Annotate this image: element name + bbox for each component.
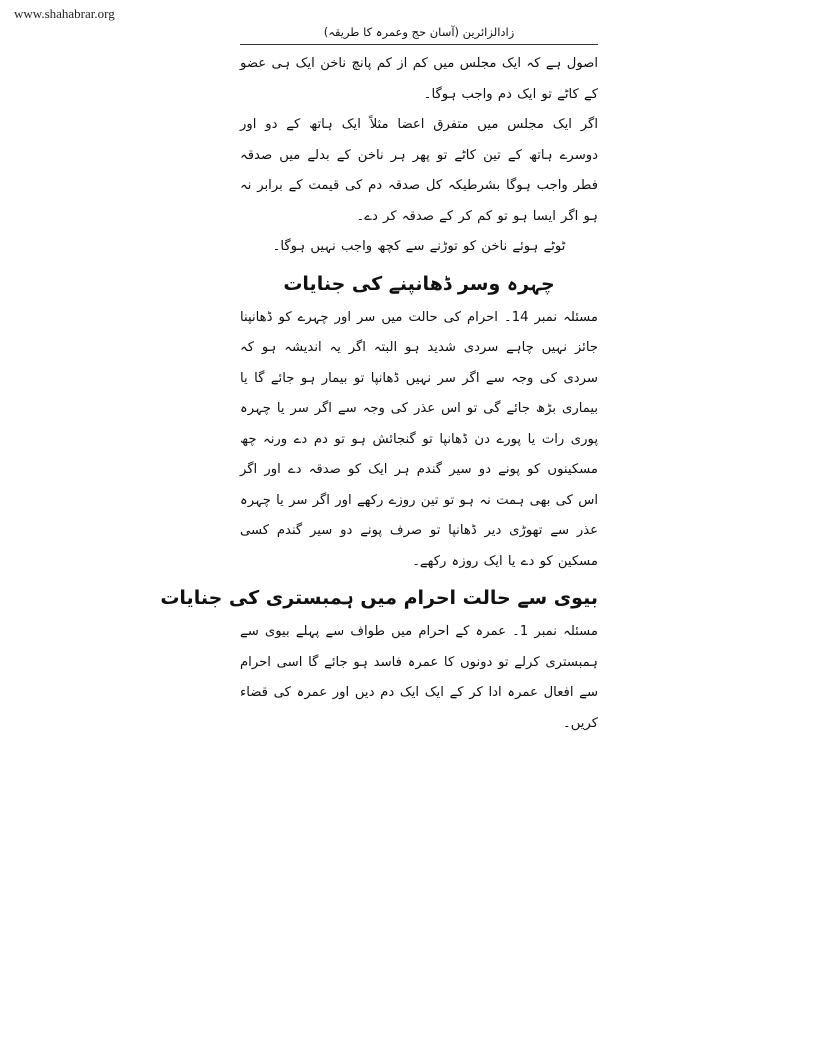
heading-intercourse-ihram: بیوی سے حالت احرام میں ہمبستری کی جنایات xyxy=(160,587,598,609)
paragraph-broken-nail: ٹوٹے ہوئے ناخن کو توڑنے سے کچھ واجب نہیں ہوگا۔ xyxy=(272,239,566,254)
paragraph-separate-limbs: اگر ایک مجلس میں متفرق اعضا مثلاً ایک ہاتھ کے دو اور دوسرے ہاتھ کے تین کاٹے تو پھر ہر ناخن کے بدلے میں صدقہ فطر واجب ہوگا بشرطیکہ کل صدقہ دم کی قیمت کے برابر نہ ہو اگر ایسا ہو تو کم کر کے صدقہ کر دے۔ xyxy=(240,117,598,224)
book-page xyxy=(160,24,598,731)
paragraph-nail-rule: اصول ہے کہ ایک مجلس میں کم از کم پانچ ناخن ایک ہی عضو کے کاٹے تو ایک دم واجب ہوگا۔ xyxy=(240,56,598,102)
heading-covering-face-head: چہرہ وسر ڈھانپنے کی جنایات xyxy=(283,272,555,295)
paragraph-issue-1: مسئلہ نمبر 1۔ عمرہ کے احرام میں طواف سے پہلے بیوی سے ہمبستری کرلے تو دونوں کا عمرہ فاسد ہو جائے گا اسی احرام سے افعال عمرہ ادا کر کے ایک ایک دم دیں اور عمرہ کی قضاء کریں۔ xyxy=(240,624,598,731)
paragraph-issue-14: مسئلہ نمبر 14۔ احرام کی حالت میں سر اور چہرے کو ڈھانپنا جائز نہیں چاہے سردی شدید ہو البتہ اگر یہ اندیشہ ہو کہ سردی کی وجہ سے اگر سر نہیں ڈھانپا تو بیمار ہو جائے گا یا بیماری بڑھ جائے گی تو اس عذر کی وجہ سے اگر سر یا چہرہ پوری رات یا پورے دن ڈھانپا تو گنجائش ہو تو دم دے ورنہ چھ مسکینوں کو پونے دو سیر گندم ہر ایک کو صدقہ دے اور اگر اس کی بھی ہمت نہ ہو تو تین روزے رکھے اور اگر سر یا چہرہ عذر سے تھوڑی دیر ڈھانپا تو صرف پونے دو سیر گندم کسی مسکین کو دے یا ایک روزہ رکھے۔ xyxy=(240,309,598,569)
running-header: زادالزائرین (آسان حج وعمرہ کا طریقہ) xyxy=(240,24,598,45)
site-watermark: www.shahabrar.org xyxy=(14,6,115,21)
